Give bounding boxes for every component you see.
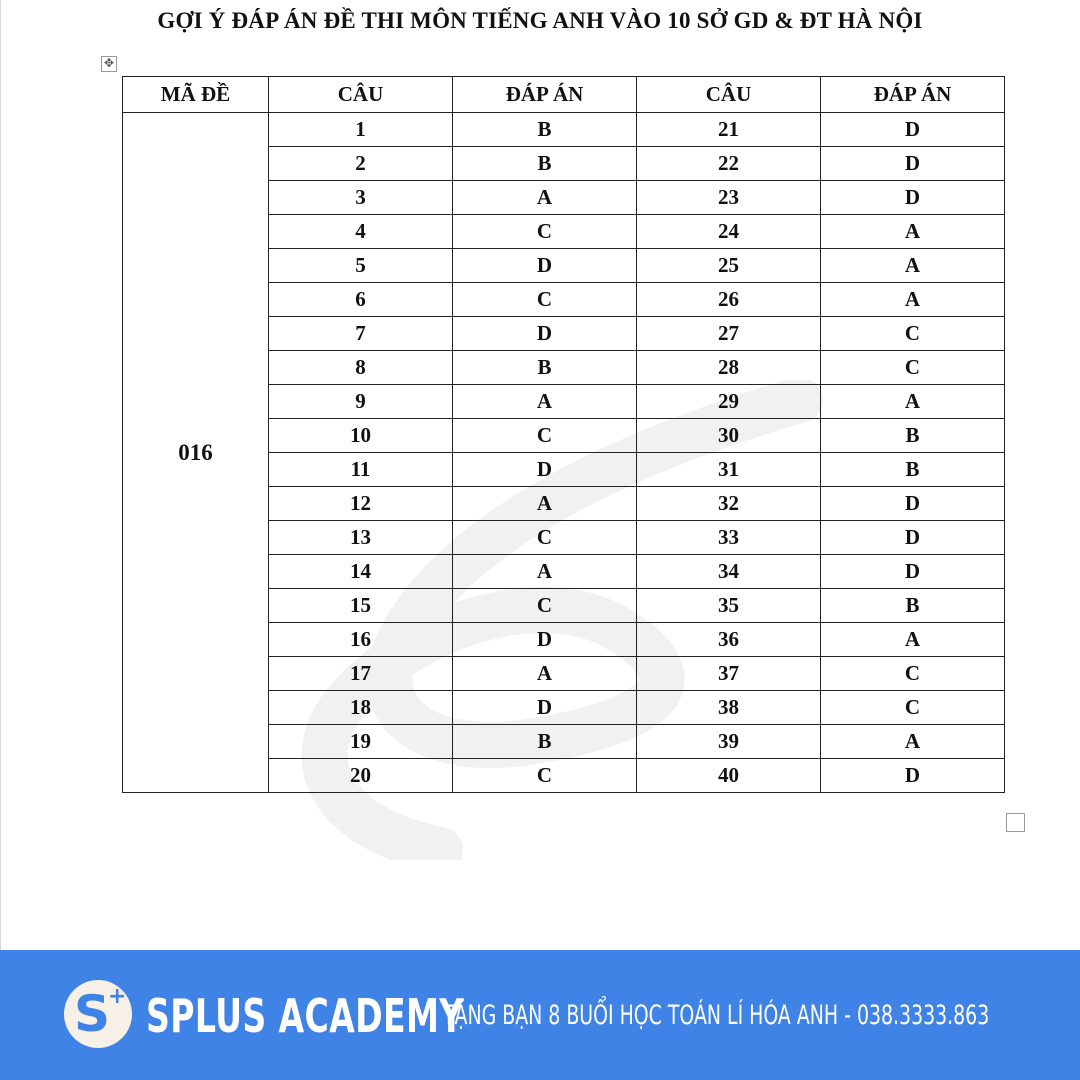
question-number-cell: 22	[637, 147, 821, 181]
question-number-cell: 35	[637, 589, 821, 623]
question-number-cell: 10	[269, 419, 453, 453]
logo-letter: S	[73, 985, 110, 1043]
question-number-cell: 40	[637, 759, 821, 793]
answer-cell: D	[453, 317, 637, 351]
question-number-cell: 1	[269, 113, 453, 147]
question-number-cell: 16	[269, 623, 453, 657]
answer-cell: C	[821, 657, 1005, 691]
answer-table	[122, 76, 1005, 793]
question-number-cell: 3	[269, 181, 453, 215]
question-number-cell: 37	[637, 657, 821, 691]
question-number-cell: 19	[269, 725, 453, 759]
question-number-cell: 12	[269, 487, 453, 521]
table-header-row	[123, 77, 1005, 113]
question-number-cell: 11	[269, 453, 453, 487]
splus-logo-icon	[64, 980, 132, 1048]
exam-code-cell: 016	[123, 113, 269, 793]
answer-cell: C	[821, 317, 1005, 351]
question-number-cell: 17	[269, 657, 453, 691]
question-number-cell: 33	[637, 521, 821, 555]
answer-cell: C	[821, 691, 1005, 725]
answer-cell: A	[821, 215, 1005, 249]
answer-table-body	[123, 113, 1005, 793]
logo-plus: +	[108, 984, 127, 1009]
question-number-cell: 8	[269, 351, 453, 385]
answer-cell: A	[453, 657, 637, 691]
page-edge	[0, 0, 1, 950]
header-cau-2: CÂU	[637, 77, 821, 113]
answer-cell: D	[821, 147, 1005, 181]
question-number-cell: 39	[637, 725, 821, 759]
answer-cell: A	[821, 725, 1005, 759]
answer-cell: D	[821, 181, 1005, 215]
answer-cell: A	[453, 487, 637, 521]
question-number-cell: 9	[269, 385, 453, 419]
answer-cell: D	[453, 453, 637, 487]
question-number-cell: 13	[269, 521, 453, 555]
brand-name: SPLUS ACADEMY	[146, 989, 464, 1043]
answer-cell: A	[821, 283, 1005, 317]
answer-cell: A	[453, 181, 637, 215]
answer-cell: B	[821, 589, 1005, 623]
promo-text: TẶNG BẠN 8 BUỔI HỌC TOÁN LÍ HÓA ANH - 038.3333.863	[443, 1000, 990, 1031]
question-number-cell: 5	[269, 249, 453, 283]
question-number-cell: 28	[637, 351, 821, 385]
question-number-cell: 7	[269, 317, 453, 351]
answer-cell: D	[821, 555, 1005, 589]
answer-cell: D	[453, 691, 637, 725]
question-number-cell: 34	[637, 555, 821, 589]
answer-cell: C	[453, 283, 637, 317]
question-number-cell: 24	[637, 215, 821, 249]
answer-cell: A	[453, 385, 637, 419]
answer-cell: B	[821, 419, 1005, 453]
question-number-cell: 29	[637, 385, 821, 419]
answer-cell: B	[453, 147, 637, 181]
answer-cell: C	[453, 215, 637, 249]
table-move-handle-icon[interactable]: ✥	[101, 56, 117, 72]
question-number-cell: 2	[269, 147, 453, 181]
answer-cell: C	[453, 419, 637, 453]
header-cau-1: CÂU	[269, 77, 453, 113]
question-number-cell: 27	[637, 317, 821, 351]
question-number-cell: 26	[637, 283, 821, 317]
answer-cell: C	[453, 589, 637, 623]
answer-cell: D	[453, 249, 637, 283]
answer-cell: B	[453, 351, 637, 385]
question-number-cell: 36	[637, 623, 821, 657]
answer-cell: D	[821, 521, 1005, 555]
answer-cell: D	[821, 759, 1005, 793]
answer-cell: A	[821, 249, 1005, 283]
answer-cell: A	[821, 385, 1005, 419]
table-resize-handle-icon[interactable]	[1006, 813, 1025, 832]
header-ma-de: MÃ ĐỀ	[123, 77, 269, 113]
question-number-cell: 15	[269, 589, 453, 623]
question-number-cell: 20	[269, 759, 453, 793]
answer-cell: A	[821, 623, 1005, 657]
question-number-cell: 32	[637, 487, 821, 521]
answer-cell: B	[821, 453, 1005, 487]
answer-cell: D	[821, 487, 1005, 521]
table-row	[123, 113, 1005, 147]
answer-cell: B	[453, 113, 637, 147]
question-number-cell: 25	[637, 249, 821, 283]
answer-cell: C	[453, 759, 637, 793]
answer-cell: A	[453, 555, 637, 589]
question-number-cell: 23	[637, 181, 821, 215]
question-number-cell: 4	[269, 215, 453, 249]
question-number-cell: 14	[269, 555, 453, 589]
question-number-cell: 18	[269, 691, 453, 725]
header-dap-an-1: ĐÁP ÁN	[453, 77, 637, 113]
header-dap-an-2: ĐÁP ÁN	[821, 77, 1005, 113]
question-number-cell: 31	[637, 453, 821, 487]
question-number-cell: 30	[637, 419, 821, 453]
question-number-cell: 21	[637, 113, 821, 147]
answer-cell: C	[821, 351, 1005, 385]
answer-cell: B	[453, 725, 637, 759]
question-number-cell: 38	[637, 691, 821, 725]
footer-banner	[0, 950, 1080, 1080]
answer-cell: C	[453, 521, 637, 555]
document-title: GỢI Ý ĐÁP ÁN ĐỀ THI MÔN TIẾNG ANH VÀO 10 SỞ GD & ĐT HÀ NỘI	[157, 8, 923, 33]
question-number-cell: 6	[269, 283, 453, 317]
answer-cell: D	[453, 623, 637, 657]
answer-cell: D	[821, 113, 1005, 147]
